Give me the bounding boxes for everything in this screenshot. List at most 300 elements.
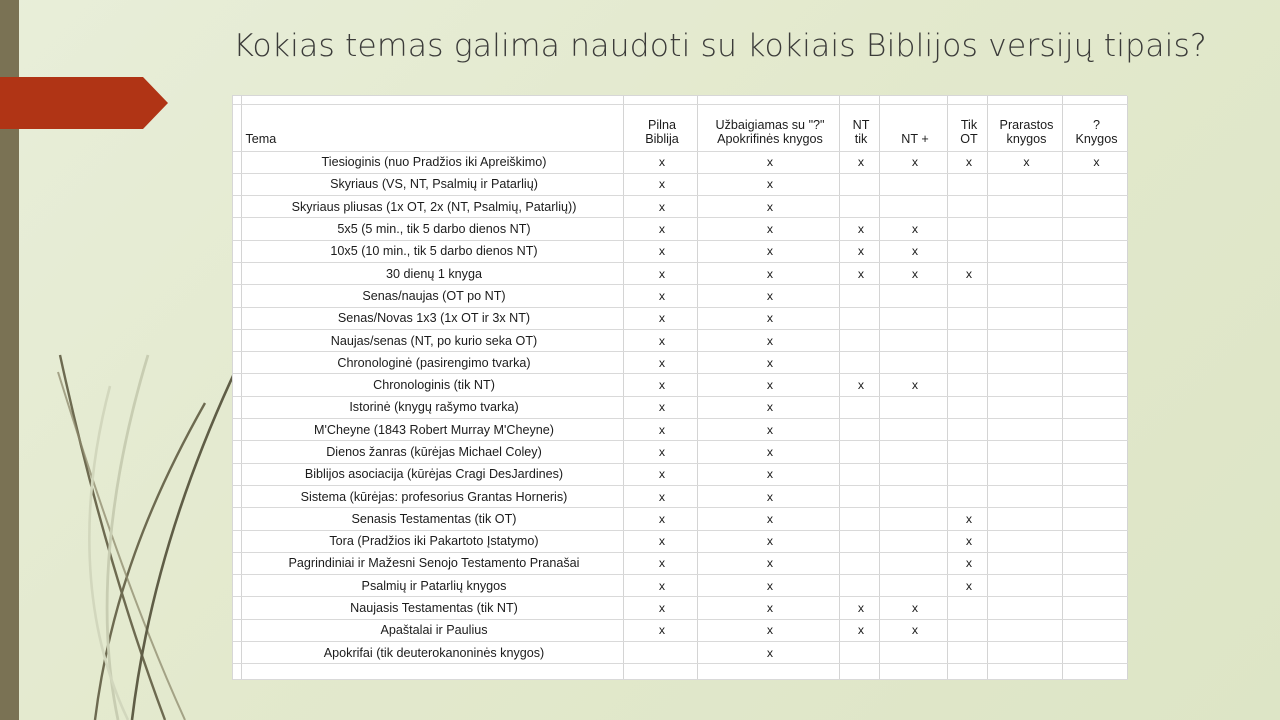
cell-pilna_biblija [623,151,697,173]
cell-apokrifai [697,196,839,218]
check-mark: x [911,266,919,281]
check-mark: x [658,155,666,170]
column-header-line2: NT + [901,132,929,146]
cell-prarastos_knygos [987,619,1062,641]
cell-nt_plius [879,196,947,218]
cell-tik_ot [947,151,987,173]
cell-tik_ot [947,307,987,329]
table-row[interactable] [233,396,1127,418]
cell-prarastos_knygos [987,396,1062,418]
check-mark: x [658,511,666,526]
sheet-top-strip [233,96,1127,104]
cell-apokrifai [697,441,839,463]
row-gutter [233,619,241,641]
cell-tik_ot [947,463,987,485]
cell-nt_plius [879,597,947,619]
table-row[interactable] [233,374,1127,396]
row-gutter [233,196,241,218]
cell-nt_tik [839,552,879,574]
check-mark: x [766,333,774,348]
empty-cell [697,96,839,104]
cell-prarastos_knygos [987,508,1062,530]
cell-klaustukas_knygos [1062,240,1127,262]
cell-prarastos_knygos [987,196,1062,218]
cell-prarastos_knygos [987,463,1062,485]
cell-tik_ot [947,419,987,441]
cell-pilna_biblija [623,285,697,307]
cell-apokrifai [697,552,839,574]
cell-nt_tik [839,619,879,641]
check-mark: x [658,266,666,281]
table-row[interactable] [233,508,1127,530]
cell-apokrifai [697,419,839,441]
empty-cell [839,96,879,104]
cell-tik_ot [947,441,987,463]
row-gutter [233,96,241,104]
table-row[interactable] [233,485,1127,507]
check-mark: x [766,556,774,571]
check-mark: x [766,244,774,259]
cell-pilna_biblija [623,530,697,552]
cell-nt_tik [839,307,879,329]
column-header-line1: Tik [960,117,978,132]
table-row[interactable] [233,597,1127,619]
cell-pilna_biblija [623,642,697,664]
check-mark: x [857,222,865,237]
cell-pilna_biblija [623,485,697,507]
cell-klaustukas_knygos [1062,441,1127,463]
cell-nt_plius [879,352,947,374]
row-gutter [233,664,241,680]
check-mark: x [766,355,774,370]
cell-nt_plius [879,396,947,418]
column-header-line2: Biblija [645,132,679,146]
cell-klaustukas_knygos [1062,173,1127,195]
cell-prarastos_knygos [987,642,1062,664]
cell-pilna_biblija [623,218,697,240]
table-row[interactable] [233,419,1127,441]
table-body [233,96,1127,680]
check-mark: x [658,556,666,571]
table-row[interactable] [233,463,1127,485]
cell-prarastos_knygos [987,441,1062,463]
row-gutter [233,575,241,597]
cell-tik_ot [947,530,987,552]
row-gutter [233,642,241,664]
cell-klaustukas_knygos [1062,374,1127,396]
cell-klaustukas_knygos [1062,218,1127,240]
cell-apokrifai [697,575,839,597]
table-row[interactable] [233,285,1127,307]
empty-cell [623,96,697,104]
check-mark: x [658,422,666,437]
cell-klaustukas_knygos [1062,151,1127,173]
check-mark: x [658,489,666,504]
table-row[interactable] [233,619,1127,641]
cell-pilna_biblija [623,508,697,530]
check-mark: x [766,489,774,504]
cell-apokrifai [697,262,839,284]
red-arrow-banner [0,77,168,129]
check-mark: x [911,244,919,259]
empty-cell [241,664,623,680]
column-header-line1: NT [852,117,870,132]
column-header-line2: OT [960,132,978,146]
check-mark: x [857,601,865,616]
column-header-tik_ot[interactable] [947,104,987,151]
cell-tema: Senas/Novas 1x3 (1x OT ir 3x NT) [241,307,623,329]
empty-cell [1062,664,1127,680]
column-header-tema[interactable] [241,104,623,151]
check-mark: x [766,467,774,482]
cell-nt_plius [879,530,947,552]
cell-tema: Senas/naujas (OT po NT) [241,285,623,307]
cell-nt_tik [839,463,879,485]
row-gutter [233,597,241,619]
column-header-apokrifai[interactable] [697,104,839,151]
row-gutter [233,240,241,262]
row-gutter [233,262,241,284]
check-mark: x [658,445,666,459]
check-mark: x [658,601,666,616]
cell-pilna_biblija [623,240,697,262]
table-row[interactable] [233,642,1127,664]
cell-tik_ot [947,285,987,307]
cell-prarastos_knygos [987,173,1062,195]
cell-klaustukas_knygos [1062,307,1127,329]
table-row[interactable] [233,262,1127,284]
cell-apokrifai [697,597,839,619]
cell-nt_plius [879,307,947,329]
check-mark: x [658,378,666,393]
cell-tik_ot [947,619,987,641]
cell-tik_ot [947,552,987,574]
check-mark: x [766,534,774,549]
check-mark: x [658,333,666,348]
check-mark: x [658,177,666,192]
check-mark: x [965,534,973,549]
check-mark: x [965,556,973,571]
cell-pilna_biblija [623,329,697,351]
column-header-line1: Pilna [647,117,676,132]
cell-prarastos_knygos [987,285,1062,307]
cell-nt_plius [879,441,947,463]
cell-pilna_biblija [623,419,697,441]
check-mark: x [658,623,666,638]
column-header-line2: Apokrifinės knygos [717,132,823,146]
spreadsheet-table [232,95,1127,680]
cell-apokrifai [697,374,839,396]
cell-nt_tik [839,218,879,240]
cell-klaustukas_knygos [1062,329,1127,351]
column-header-line2: tik [854,132,868,146]
cell-nt_tik [839,173,879,195]
check-mark: x [658,222,666,237]
cell-apokrifai [697,218,839,240]
table-row[interactable] [233,530,1127,552]
cell-nt_tik [839,485,879,507]
cell-prarastos_knygos [987,218,1062,240]
cell-prarastos_knygos [987,352,1062,374]
cell-pilna_biblija [623,262,697,284]
cell-nt_plius [879,374,947,396]
cell-nt_tik [839,352,879,374]
cell-nt_tik [839,441,879,463]
table-row[interactable] [233,196,1127,218]
cell-apokrifai [697,240,839,262]
cell-prarastos_knygos [987,575,1062,597]
table-row[interactable] [233,173,1127,195]
cell-tik_ot [947,196,987,218]
check-mark: x [658,534,666,549]
cell-klaustukas_knygos [1062,597,1127,619]
check-mark: x [965,578,973,593]
row-gutter [233,104,241,151]
check-mark: x [658,467,666,482]
row-gutter [233,463,241,485]
cell-apokrifai [697,508,839,530]
empty-cell [839,664,879,680]
cell-nt_plius [879,575,947,597]
cell-tema: Psalmių ir Patarlių knygos [241,575,623,597]
cell-tik_ot [947,575,987,597]
empty-cell [947,664,987,680]
cell-pilna_biblija [623,619,697,641]
check-mark: x [857,623,865,638]
check-mark: x [766,511,774,526]
table-row[interactable] [233,329,1127,351]
cell-tik_ot [947,218,987,240]
check-mark: x [857,266,865,281]
empty-cell [1062,96,1127,104]
check-mark: x [766,623,774,638]
cell-prarastos_knygos [987,151,1062,173]
cell-pilna_biblija [623,374,697,396]
cell-nt_plius [879,463,947,485]
check-mark: x [658,311,666,326]
row-gutter [233,530,241,552]
cell-tema: Tiesioginis (nuo Pradžios iki Apreiškimo) [241,151,623,173]
cell-prarastos_knygos [987,329,1062,351]
cell-apokrifai [697,285,839,307]
cell-tema: Istorinė (knygų rašymo tvarka) [241,396,623,418]
cell-klaustukas_knygos [1062,575,1127,597]
cell-apokrifai [697,463,839,485]
cell-klaustukas_knygos [1062,485,1127,507]
cell-pilna_biblija [623,352,697,374]
column-header-line1: Užbaigiamas su "?" [715,117,825,132]
cell-tik_ot [947,352,987,374]
row-gutter [233,218,241,240]
cell-tema: Naujas/senas (NT, po kurio seka OT) [241,329,623,351]
cell-klaustukas_knygos [1062,396,1127,418]
cell-apokrifai [697,173,839,195]
column-header-nt_plius[interactable] [879,104,947,151]
check-mark: x [911,623,919,638]
cell-tema: Apaštalai ir Paulius [241,619,623,641]
check-mark: x [766,378,774,393]
check-mark: x [965,155,973,170]
table-row[interactable] [233,307,1127,329]
empty-cell [241,96,623,104]
cell-klaustukas_knygos [1062,352,1127,374]
cell-tik_ot [947,374,987,396]
cell-nt_tik [839,419,879,441]
empty-cell [623,664,697,680]
cell-tik_ot [947,485,987,507]
cell-tik_ot [947,173,987,195]
cell-klaustukas_knygos [1062,463,1127,485]
sheet-bottom-strip [233,664,1127,680]
page-title: Kokias temas galima naudoti su kokiais Biblijos versijų tipais? [233,28,1207,64]
cell-nt_tik [839,262,879,284]
cell-nt_tik [839,196,879,218]
cell-apokrifai [697,396,839,418]
cell-nt_plius [879,173,947,195]
cell-pilna_biblija [623,441,697,463]
cell-pilna_biblija [623,307,697,329]
cell-tema: 5x5 (5 min., tik 5 darbo dienos NT) [241,218,623,240]
topics-matrix-table [233,96,1128,680]
cell-tema: M'Cheyne (1843 Robert Murray M'Cheyne) [241,419,623,441]
cell-tema: Naujasis Testamentas (tik NT) [241,597,623,619]
column-header-line1: ? [1092,117,1100,132]
check-mark: x [766,177,774,192]
row-gutter [233,352,241,374]
cell-nt_plius [879,619,947,641]
row-gutter [233,173,241,195]
cell-prarastos_knygos [987,530,1062,552]
column-header-pilna_biblija[interactable] [623,104,697,151]
cell-tema: Sistema (kūrėjas: profesorius Grantas Horneris) [241,485,623,507]
table-row[interactable] [233,218,1127,240]
row-gutter [233,396,241,418]
cell-nt_tik [839,374,879,396]
cell-pilna_biblija [623,396,697,418]
cell-tema: Skyriaus pliusas (1x OT, 2x (NT, Psalmių, Patarlių)) [241,196,623,218]
cell-pilna_biblija [623,597,697,619]
cell-tema: Chronologinė (pasirengimo tvarka) [241,352,623,374]
cell-klaustukas_knygos [1062,619,1127,641]
cell-apokrifai [697,307,839,329]
cell-tema: Tora (Pradžios iki Pakartoto Įstatymo) [241,530,623,552]
cell-tik_ot [947,597,987,619]
cell-prarastos_knygos [987,485,1062,507]
check-mark: x [658,199,666,214]
cell-apokrifai [697,151,839,173]
check-mark: x [857,378,865,393]
cell-nt_plius [879,151,947,173]
cell-nt_tik [839,285,879,307]
cell-nt_plius [879,485,947,507]
check-mark: x [766,222,774,237]
check-mark: x [911,378,919,393]
row-gutter [233,441,241,463]
cell-nt_plius [879,642,947,664]
table-row[interactable] [233,552,1127,574]
cell-klaustukas_knygos [1062,508,1127,530]
check-mark: x [658,578,666,593]
check-mark: x [766,155,774,170]
check-mark: x [658,355,666,370]
cell-pilna_biblija [623,463,697,485]
column-header-klaustukas_knygos[interactable] [1062,104,1127,151]
column-header-line2: knygos [1006,132,1047,146]
cell-prarastos_knygos [987,262,1062,284]
check-mark: x [766,311,774,326]
check-mark: x [766,266,774,281]
cell-apokrifai [697,485,839,507]
cell-tema: Skyriaus (VS, NT, Psalmių ir Patarlių) [241,173,623,195]
check-mark: x [965,511,973,526]
cell-nt_plius [879,218,947,240]
row-gutter [233,508,241,530]
table-row[interactable] [233,575,1127,597]
table-row[interactable] [233,151,1127,173]
row-gutter [233,329,241,351]
column-header-prarastos_knygos[interactable] [987,104,1062,151]
cell-nt_tik [839,396,879,418]
cell-prarastos_knygos [987,374,1062,396]
check-mark: x [857,244,865,259]
table-row[interactable] [233,352,1127,374]
cell-klaustukas_knygos [1062,642,1127,664]
cell-nt_plius [879,419,947,441]
empty-cell [947,96,987,104]
cell-apokrifai [697,530,839,552]
check-mark: x [911,155,919,170]
empty-cell [879,664,947,680]
cell-apokrifai [697,352,839,374]
cell-tik_ot [947,240,987,262]
cell-tik_ot [947,642,987,664]
column-header-label: Tema [245,132,277,146]
check-mark: x [658,244,666,259]
cell-tik_ot [947,508,987,530]
table-row[interactable] [233,441,1127,463]
check-mark: x [766,422,774,437]
cell-nt_plius [879,508,947,530]
cell-klaustukas_knygos [1062,262,1127,284]
empty-cell [987,96,1062,104]
cell-pilna_biblija [623,552,697,574]
cell-prarastos_knygos [987,552,1062,574]
column-header-nt_tik[interactable] [839,104,879,151]
column-header-line1 [884,118,947,133]
cell-klaustukas_knygos [1062,530,1127,552]
cell-nt_tik [839,151,879,173]
check-mark: x [658,288,666,303]
cell-nt_plius [879,552,947,574]
cell-nt_tik [839,597,879,619]
check-mark: x [911,601,919,616]
cell-nt_plius [879,285,947,307]
check-mark: x [766,645,774,660]
cell-nt_plius [879,262,947,284]
row-gutter [233,285,241,307]
row-gutter [233,151,241,173]
cell-nt_tik [839,530,879,552]
cell-klaustukas_knygos [1062,552,1127,574]
table-row[interactable] [233,240,1127,262]
cell-pilna_biblija [623,173,697,195]
row-gutter [233,307,241,329]
cell-klaustukas_knygos [1062,285,1127,307]
cell-nt_tik [839,329,879,351]
cell-tik_ot [947,329,987,351]
check-mark: x [766,445,774,459]
check-mark: x [766,601,774,616]
